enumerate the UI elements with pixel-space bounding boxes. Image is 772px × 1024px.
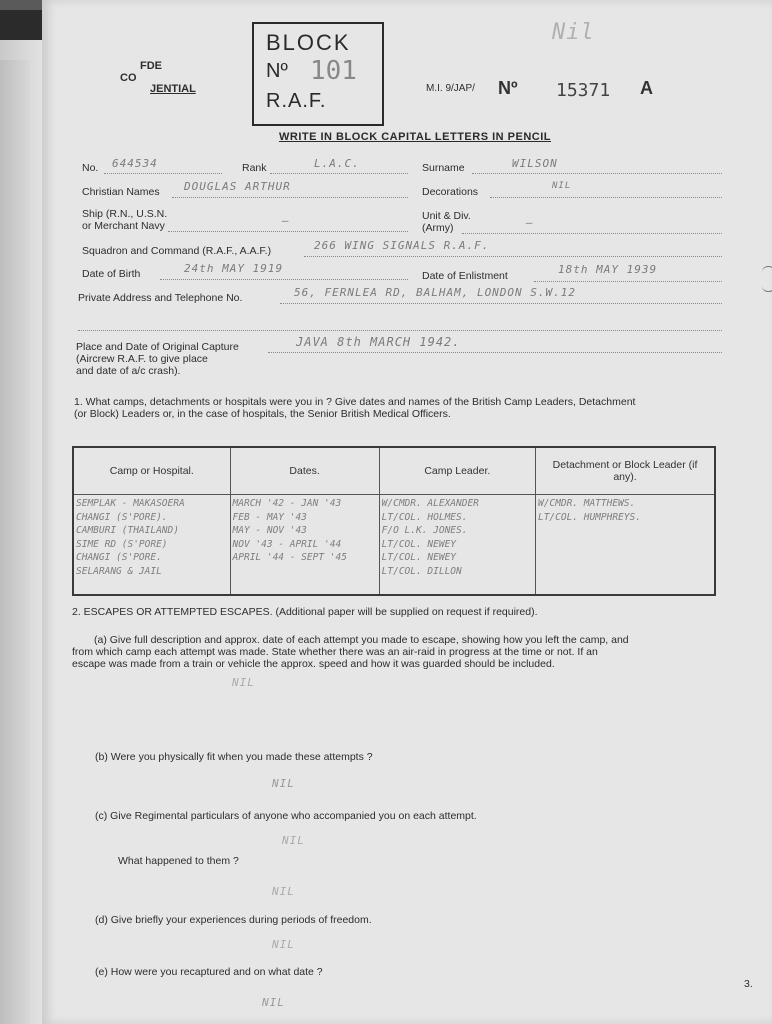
q2c-followup-text: What happened to them ? [118, 855, 239, 867]
serial-number: 15371 [556, 80, 611, 101]
col-detachment-header: Detachment or Block Leader (if any). [535, 447, 715, 495]
table-row: W/CMDR. ALEXANDER [381, 498, 479, 509]
ship-value: — [282, 214, 290, 227]
unit-value: — [526, 216, 534, 229]
table-row: W/CMDR. MATTHEWS. [537, 498, 636, 509]
detachment-cell [535, 495, 715, 596]
q2c-text: (c) Give Regimental particulars of anyone who accompanied you on each attempt. [95, 810, 477, 822]
q2c-followup-answer: NIL [272, 885, 295, 898]
decorations-label: Decorations [422, 186, 479, 198]
page-tab [762, 266, 772, 292]
address-value: 56, FERNLEA RD, BALHAM, LONDON S.W.12 [294, 286, 577, 299]
table-row: CHANGI (S'PORE. [76, 552, 162, 564]
table-row: SEMPLAK - MAKASOERA [76, 498, 185, 509]
table-row: MAY - NOV '43 [232, 525, 307, 537]
form-reference: M.I. 9/JAP/ [426, 83, 475, 94]
table-row: FEB - MAY '43 [232, 511, 307, 523]
q2b-answer: NIL [272, 777, 295, 790]
table-row: SIME RD (S'PORE) [76, 538, 168, 550]
address-label: Private Address and Telephone No. [78, 292, 243, 304]
q2-title: 2. ESCAPES OR ATTEMPTED ESCAPES. (Additional paper will be supplied on request if required). [72, 606, 538, 618]
table-row: CHANGI (S'PORE). [76, 511, 168, 523]
col-leader-header: Camp Leader. [379, 447, 535, 495]
squadron-value: 266 WING SIGNALS R.A.F. [314, 239, 490, 252]
col-camp-header: Camp or Hospital. [73, 447, 230, 495]
q2a-answer: NIL [232, 676, 255, 689]
leader-cell [379, 495, 535, 596]
surname-value: WILSON [512, 157, 558, 170]
table-row: SELARANG & JAIL [76, 565, 162, 577]
service-no-label: No. [82, 162, 99, 174]
col-dates-header: Dates. [230, 447, 379, 495]
block-number: 101 [310, 56, 357, 86]
number-label: Nº [498, 78, 518, 98]
q1-text-1: 1. What camps, detachments or hospitals were you in ? Give dates and names of the British Camp Leaders, Detachment [74, 396, 636, 408]
camps-table-body [73, 495, 715, 596]
christian-names-value: DOUGLAS ARTHUR [184, 180, 291, 193]
table-row: LT/COL. NEWEY [381, 538, 457, 550]
squadron-label: Squadron and Command (R.A.F., A.A.F.) [82, 245, 272, 257]
rank-value: L.A.C. [314, 157, 360, 170]
form-page: FDE CO JENTIAL BLOCK Nº 101 R.A.F. Nil M.I. 9/JAP/ Nº 15371 A WRITE IN BLOCK CAPITAL LETTERS IN PENCIL No. 644534 Rank L.A.C. Surname WILSON Christian Names DOUGLAS ARTHUR Decorations NIL Ship (R.N., U.S.N. or Merchant Navy — Unit & Div. (Army) — Squadron and Command (R.A.F., A.A.F.) 266 WING SIGNALS R.A.F. Date of Birth 24th MAY 1919 Date of Enlistment 18th MAY 1939 Private Address and Telephone No. 56, FERNLEA RD, BALHAM, LONDON S.W.12 Place and Date of Original Capture (Aircrew R.A.F. to give place and date of a/c crash). JAVA 8th MARCH 1942. 1. What camps, detachments or hospitals were you in ? Give dates and names of the British Camp Leaders, Detachment (or Block) Leaders or, in the case of hospitals, the Senior British Medical Officers. [42, 0, 772, 1024]
table-row: LT/COL. DILLON [381, 565, 462, 577]
service-no-value: 644534 [112, 157, 158, 170]
enlistment-label: Date of Enlistment [422, 270, 508, 282]
unit-label-2: (Army) [422, 222, 454, 234]
q2e-text: (e) How were you recaptured and on what date ? [95, 966, 323, 978]
ship-label-1: Ship (R.N., U.S.N. [82, 208, 168, 220]
q2b-text: (b) Were you physically fit when you made these attempts ? [95, 751, 373, 763]
q2c-answer: NIL [282, 834, 305, 847]
unit-label-1: Unit & Div. [422, 210, 471, 222]
enlistment-value: 18th MAY 1939 [558, 263, 658, 276]
capture-value: JAVA 8th MARCH 1942. [296, 335, 461, 349]
capture-label-2: (Aircrew R.A.F. to give place [76, 353, 208, 365]
margin-mark: 3. [744, 978, 753, 990]
table-row: CAMBURI (THAILAND) [76, 525, 179, 537]
form-instruction: WRITE IN BLOCK CAPITAL LETTERS IN PENCIL [279, 131, 551, 143]
table-row: MARCH '42 - JAN '43 [232, 498, 342, 509]
camps-table [72, 446, 716, 596]
corner-handwriting: Nil [552, 20, 595, 45]
underlying-page-edge [0, 60, 30, 1024]
capture-label-1: Place and Date of Original Capture [76, 341, 239, 353]
table-row: NOV '43 - APRIL '44 [232, 538, 342, 550]
surname-label: Surname [422, 162, 465, 174]
q2e-answer: NIL [262, 996, 285, 1009]
q1-text-2: (or Block) Leaders or, in the case of hospitals, the Senior British Medical Officers. [74, 408, 451, 420]
decorations-value: NIL [552, 181, 572, 191]
christian-names-label: Christian Names [82, 186, 160, 198]
ship-label-2: or Merchant Navy [82, 220, 165, 232]
camp-cell [73, 495, 230, 596]
q2d-answer: NIL [272, 938, 295, 951]
dates-cell [230, 495, 379, 596]
table-row: LT/COL. HOLMES. [381, 511, 468, 523]
rank-label: Rank [242, 162, 267, 174]
dob-label: Date of Birth [82, 268, 141, 280]
q2d-text: (d) Give briefly your experiences during periods of freedom. [95, 914, 372, 926]
q2a-text: (a) Give full description and approx. date of each attempt you made to escape, showing how you left the camp, and from which camp each attempt was made. State whether there was an air-raid in progress at the time or not. If an escape was made from a train or vehicle the approx. speed and how it was guarded should be included. [72, 634, 629, 670]
table-row: F/O L.K. JONES. [381, 525, 468, 537]
capture-label-3: and date of a/c crash). [76, 365, 181, 377]
block-stamp: BLOCK Nº 101 R.A.F. [252, 22, 384, 126]
table-row: LT/COL. NEWEY [381, 552, 457, 564]
table-row: LT/COL. HUMPHREYS. [537, 511, 641, 523]
dob-value: 24th MAY 1919 [184, 262, 284, 275]
series-letter: A [640, 78, 653, 98]
table-row: APRIL '44 - SEPT '45 [232, 552, 347, 564]
